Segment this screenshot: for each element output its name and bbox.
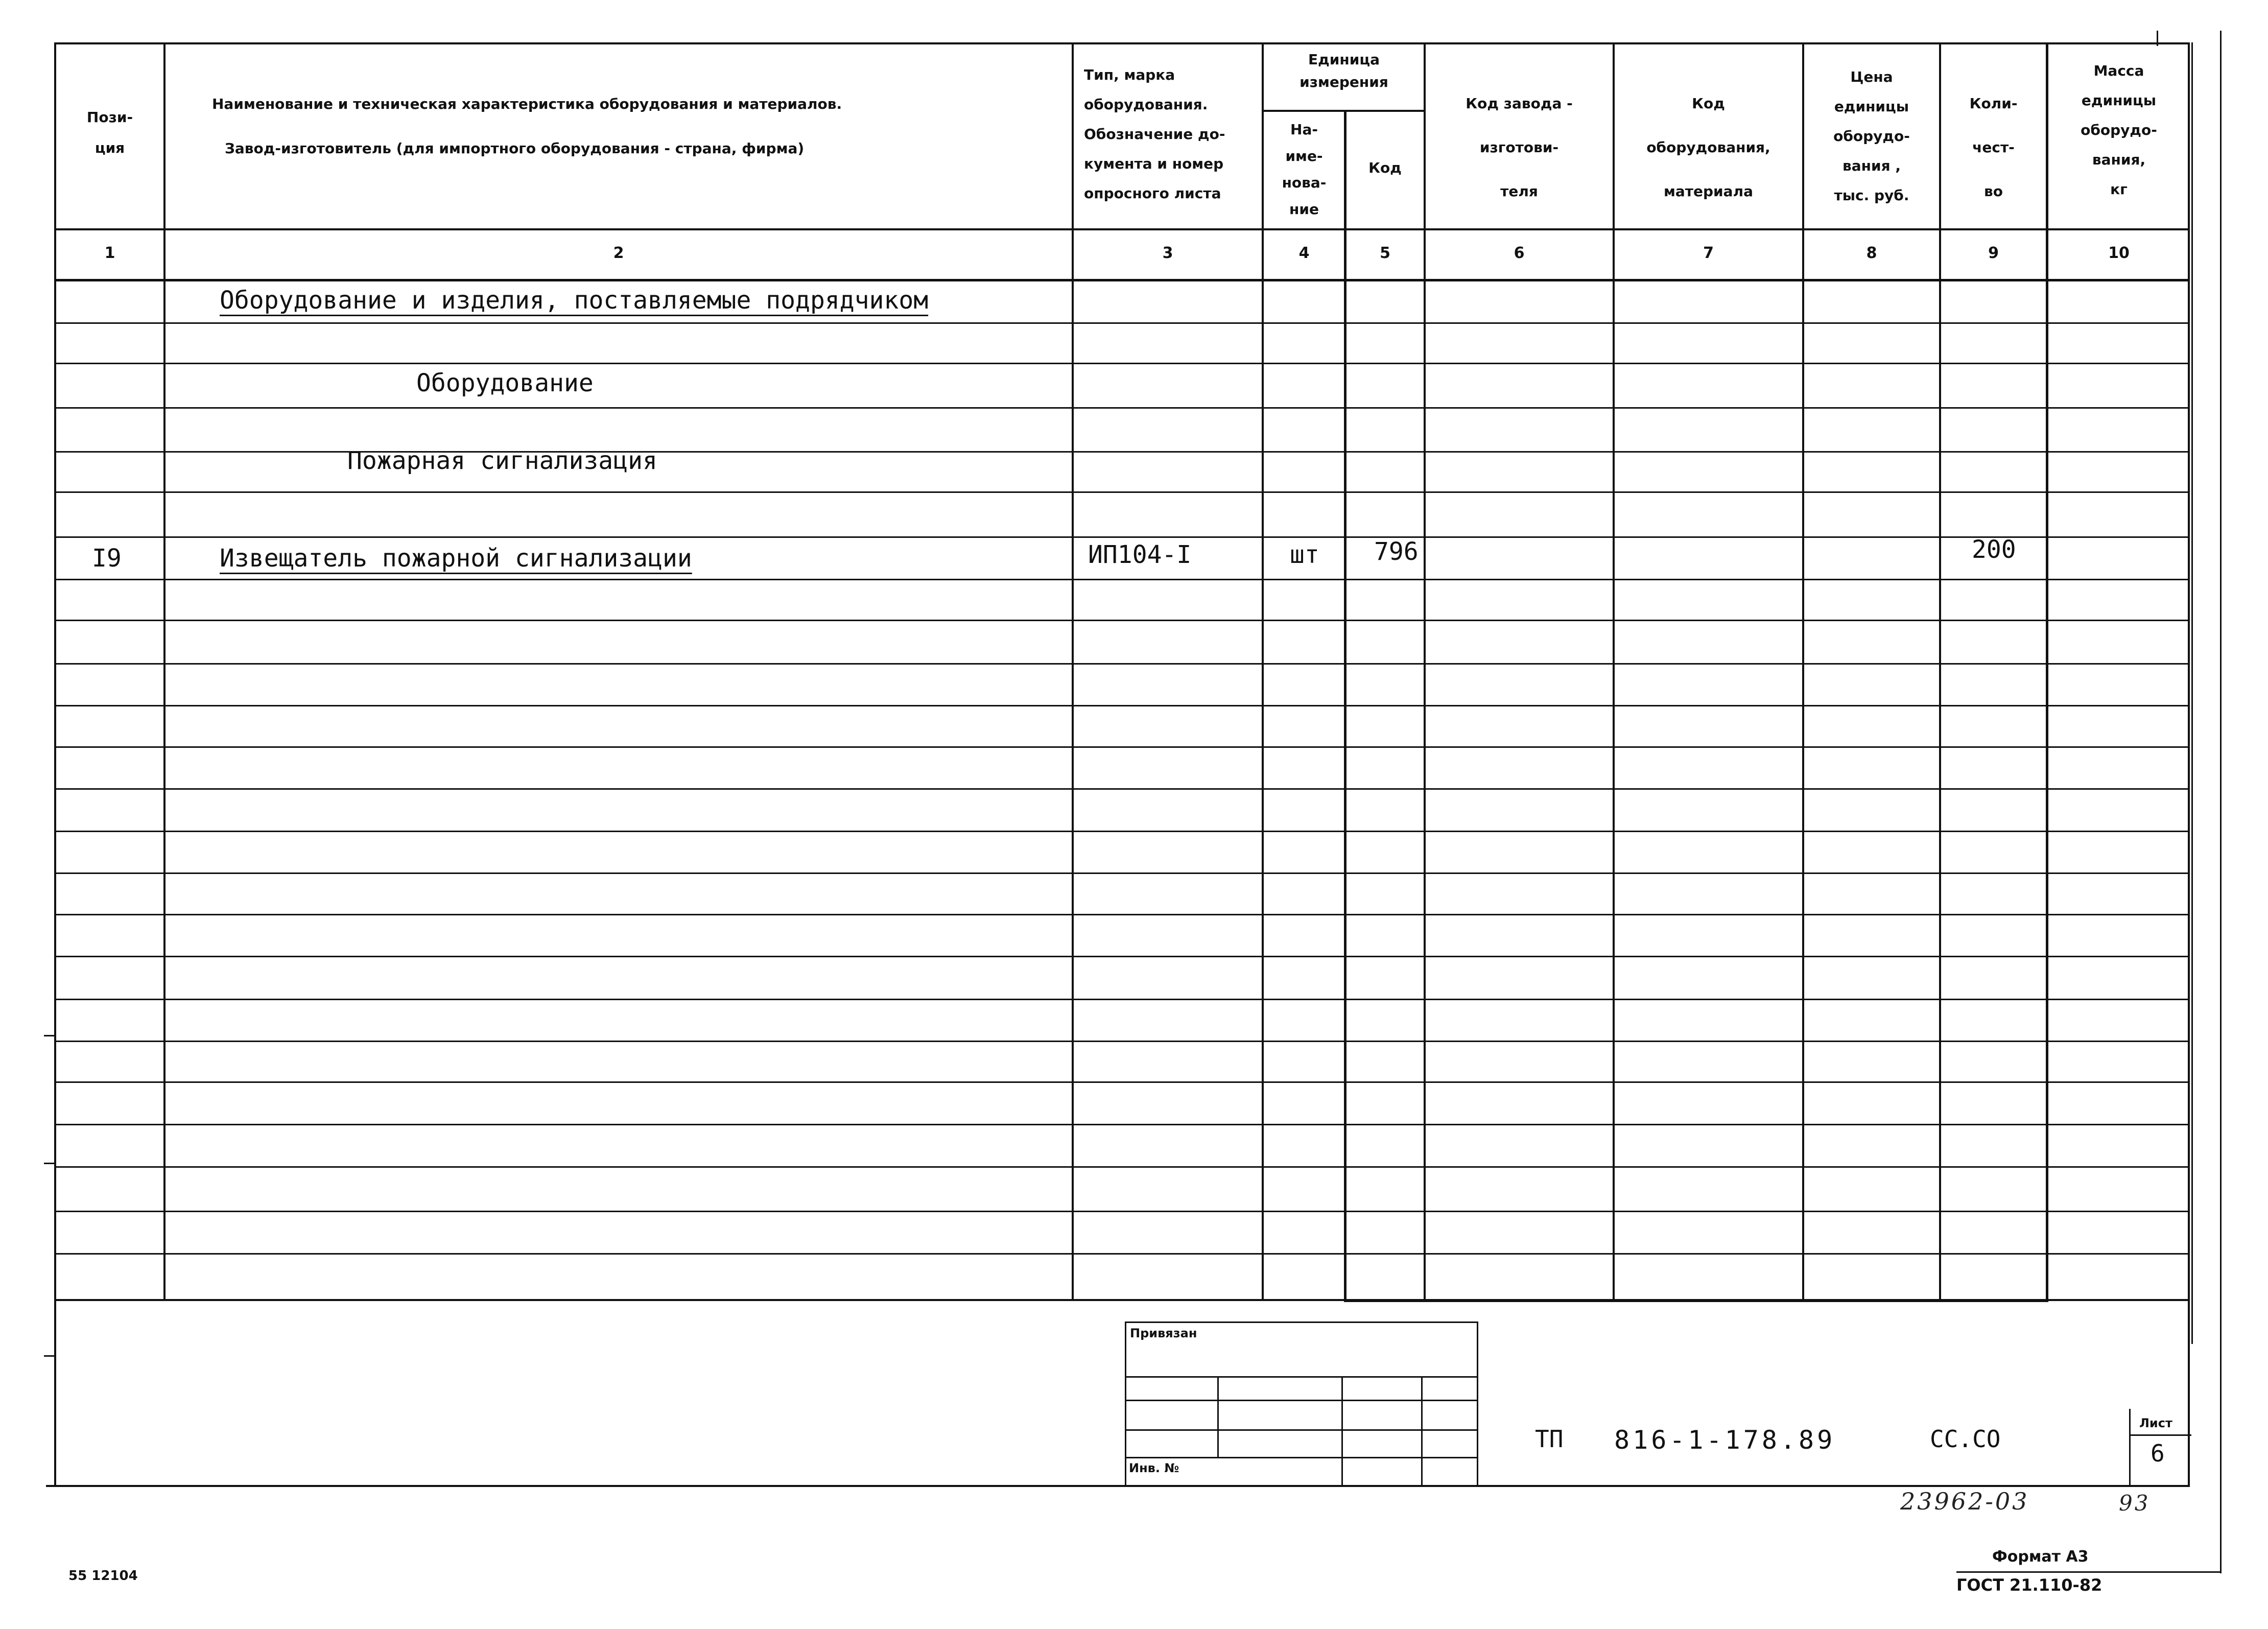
group-title: Пожарная сигнализация xyxy=(347,446,657,475)
row-line xyxy=(54,1211,2189,1212)
item-quantity: 200 xyxy=(1972,535,2016,564)
col-sep-6 xyxy=(1613,42,1615,1300)
row-line xyxy=(54,1041,2189,1042)
row-line xyxy=(54,536,2189,538)
row-line xyxy=(54,872,2189,874)
column-number-8: 8 xyxy=(1866,244,1877,262)
unit-group-line xyxy=(1262,110,1426,112)
footer-left-code: 55 12104 xyxy=(68,1568,138,1584)
archive-number: 23962-03 xyxy=(1900,1488,2029,1515)
row-line xyxy=(54,407,2189,409)
sheet-right-edge xyxy=(2220,31,2222,1573)
stamp-row-1 xyxy=(1125,1376,1478,1378)
footer-gost: ГОСТ 21.110-82 xyxy=(1956,1575,2102,1595)
row-line xyxy=(54,620,2189,621)
stamp-right xyxy=(1477,1321,1478,1486)
margin-tick-3 xyxy=(44,1355,56,1357)
frame-top xyxy=(54,42,2189,44)
header-name-line1: Наименование и техническая характеристика оборудования и материалов. xyxy=(212,96,842,112)
header-position: Пози- ция xyxy=(86,109,133,156)
header-name-line2: Завод-изготовитель (для импортного оборудования - страна, фирма) xyxy=(225,140,805,157)
sheet-box-divider xyxy=(2129,1434,2191,1436)
item-name: Извещатель пожарной сигнализации xyxy=(220,544,692,573)
subsection-title: Оборудование xyxy=(416,369,594,397)
column-number-4: 4 xyxy=(1298,244,1310,262)
header-type: Тип, марка оборудования. Обозначение до- кумента и номер опросного листа xyxy=(1084,66,1225,202)
stamp-col-3 xyxy=(1421,1376,1423,1486)
footer-format: Формат А3 xyxy=(1992,1548,2089,1566)
section-title: Оборудование и изделия, поставляемые подрядчиком xyxy=(220,286,929,315)
stamp-top xyxy=(1125,1321,1478,1323)
row-line xyxy=(54,1124,2189,1125)
header-equipment-code: Код оборудования, материала xyxy=(1646,95,1770,200)
row-line xyxy=(54,363,2189,364)
row-line xyxy=(54,1081,2189,1083)
doc-prefix: ТП xyxy=(1535,1425,1564,1453)
item-position: I9 xyxy=(92,544,122,573)
inner-right-border xyxy=(2191,42,2193,1344)
col-sep-7 xyxy=(1802,42,1804,1300)
header-unit-group: Единица измерения xyxy=(1300,51,1388,90)
stamp-row-4 xyxy=(1125,1457,1478,1458)
doc-suffix: СС.СО xyxy=(1930,1425,2001,1453)
sheet-box-left xyxy=(2129,1409,2131,1486)
row-line xyxy=(54,788,2189,790)
col-sep-3 xyxy=(1262,42,1264,1300)
row-line xyxy=(54,1166,2189,1168)
stamp-col-2 xyxy=(1341,1376,1343,1486)
column-number-3: 3 xyxy=(1162,244,1173,262)
numbers-bottom-line xyxy=(54,279,2189,281)
row-line xyxy=(54,663,2189,665)
column-number-7: 7 xyxy=(1703,244,1714,262)
row-line xyxy=(54,322,2189,324)
row-line xyxy=(54,491,2189,493)
header-quantity: Коли- чест- во xyxy=(1969,95,2018,200)
header-unit-code: Код xyxy=(1368,159,1402,176)
row-line xyxy=(54,956,2189,957)
header-unit-name: На- име- нова- ние xyxy=(1282,121,1327,218)
sheet-top-tick xyxy=(2157,31,2158,46)
column-number-2: 2 xyxy=(613,244,624,262)
margin-tick-2 xyxy=(44,1163,56,1164)
sheet-bottom-edge xyxy=(1956,1571,2222,1573)
col-sep-8 xyxy=(1939,42,1941,1300)
item-unit-code: 796 xyxy=(1374,537,1419,566)
col-sep-2 xyxy=(1072,42,1074,1300)
item-unit: шт xyxy=(1290,540,1319,569)
column-number-5: 5 xyxy=(1380,244,1390,262)
column-number-1: 1 xyxy=(104,244,115,262)
item-type: ИП104-I xyxy=(1088,540,1192,569)
col-sep-9 xyxy=(2046,42,2048,1300)
col-sep-5 xyxy=(1424,42,1426,1300)
archive-page: 93 xyxy=(2119,1491,2151,1516)
row-line xyxy=(54,579,2189,580)
margin-tick-1 xyxy=(44,1035,56,1036)
stamp-left xyxy=(1125,1321,1126,1486)
row-line xyxy=(54,999,2189,1000)
doc-number: 816-1-178.89 xyxy=(1614,1425,1836,1455)
row-line xyxy=(54,831,2189,832)
header-bottom-line xyxy=(54,228,2189,230)
header-mass: Масса единицы оборудо- вания, кг xyxy=(2081,62,2157,198)
stamp-inv: Инв. № xyxy=(1129,1461,1179,1475)
thick-frame-bottom xyxy=(1344,1299,2048,1302)
row-line xyxy=(54,914,2189,915)
header-price: Цена единицы оборудо- вания , тыс. руб. xyxy=(1833,68,1910,204)
stamp-row-3 xyxy=(1125,1429,1478,1431)
column-number-9: 9 xyxy=(1988,244,1999,262)
stamp-row-2 xyxy=(1125,1400,1478,1401)
row-line xyxy=(54,705,2189,706)
col-sep-1 xyxy=(163,42,166,1300)
sheet-number: 6 xyxy=(2151,1439,2165,1467)
frame-bottom xyxy=(46,1485,2190,1487)
column-number-10: 10 xyxy=(2108,244,2130,262)
stamp-col-1 xyxy=(1217,1376,1219,1458)
row-line xyxy=(54,746,2189,748)
column-number-6: 6 xyxy=(1514,244,1525,262)
sheet-label: Лист xyxy=(2139,1416,2172,1430)
stamp-privyazan: Привязан xyxy=(1130,1326,1197,1340)
header-factory-code: Код завода - изготови- теля xyxy=(1466,95,1573,200)
row-line xyxy=(54,1253,2189,1255)
